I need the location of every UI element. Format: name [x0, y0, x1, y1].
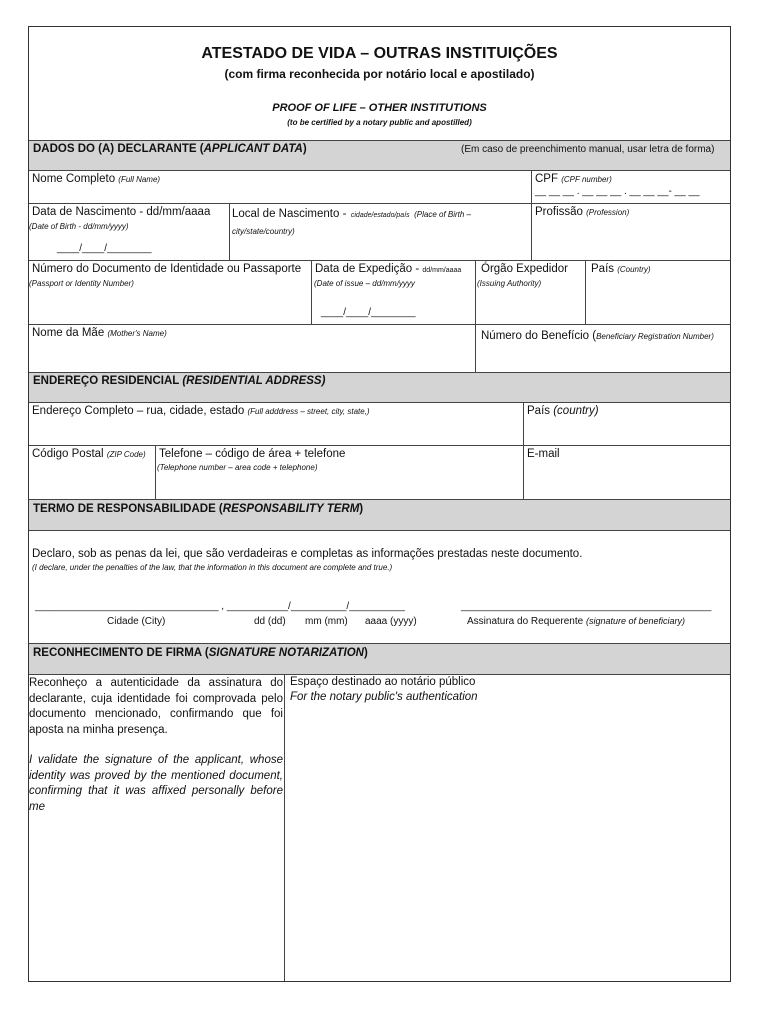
- place-date-line[interactable]: _________________________________ , ___________/__________/__________: [35, 601, 405, 612]
- full-address-field[interactable]: Endereço Completo – rua, cidade, estado (Full adddress – street, city, state,): [32, 405, 370, 417]
- yyyy-caption: aaaa (yyyy): [365, 616, 417, 627]
- birth-place-field[interactable]: Local de Nascimento - cidade/estado/país (Place of Birth – city/state/country): [232, 208, 472, 236]
- signature-line[interactable]: _____________________________________________: [461, 601, 712, 612]
- declaration-text-en: (I declare, under the penalties of the law, that the information in this document are complete and true.): [32, 563, 393, 572]
- notary-authentication-space[interactable]: Espaço destinado ao notário público For the notary public's authentication: [290, 676, 478, 703]
- phone-field[interactable]: Telefone – código de área + telefone (Telephone number – area code + telephone): [157, 448, 346, 472]
- term-section-title: TERMO DE RESPONSABILIDADE (RESPONSABILITY TERM): [33, 503, 364, 515]
- mm-caption: mm (mm): [305, 616, 348, 627]
- id-country-field[interactable]: País (Country): [591, 263, 651, 275]
- benefit-number-field[interactable]: Número do Benefício (Beneficiary Registration Number): [481, 330, 714, 342]
- form-title-en: PROOF OF LIFE – OTHER INSTITUTIONS: [272, 102, 487, 114]
- profession-field[interactable]: Profissão (Profession): [535, 206, 630, 218]
- applicant-section-title: DADOS DO (A) DECLARANTE (APPLICANT DATA): [33, 143, 307, 155]
- issue-date-field[interactable]: Data de Expedição - dd/mm/aaaa (Date of issue – dd/mm/yyyy ____/____/________: [314, 263, 462, 318]
- city-caption: Cidade (City): [107, 616, 166, 627]
- notary-section-title: RECONHECIMENTO DE FIRMA (SIGNATURE NOTARIZATION): [33, 647, 368, 659]
- email-field[interactable]: E-mail: [527, 448, 560, 460]
- birth-date-field[interactable]: Data de Nascimento - dd/mm/aaaa (Date of Birth - dd/mm/yyyy) ____/____/________: [29, 206, 211, 254]
- address-country-field[interactable]: País (country): [527, 405, 599, 417]
- issuing-authority-field[interactable]: Órgão Expedidor (Issuing Authority): [477, 263, 568, 288]
- form-subtitle-en: (to be certified by a notary public and apostilled): [287, 118, 472, 127]
- full-name-field[interactable]: Nome Completo (Full Name): [32, 173, 161, 185]
- notary-statement-en: I validate the signature of the applicant, whose identity was proved by the mentioned document, confirming that it was affixed personally before me: [29, 754, 283, 813]
- form-title: ATESTADO DE VIDA – OUTRAS INSTITUIÇÕES: [201, 45, 558, 62]
- signature-caption: Assinatura do Requerente (signature of beneficiary): [467, 616, 686, 627]
- zip-code-field[interactable]: Código Postal (ZIP Code): [32, 448, 146, 460]
- address-section-title: ENDEREÇO RESIDENCIAL (RESIDENTIAL ADDRESS): [33, 375, 326, 387]
- declaration-text: Declaro, sob as penas da lei, que são verdadeiras e completas as informações prestadas neste documento.: [32, 548, 583, 560]
- id-number-field[interactable]: Número do Documento de Identidade ou Passaporte (Passport or Identity Number): [29, 263, 302, 288]
- form-subtitle: (com firma reconhecida por notário local e apostilado): [224, 67, 535, 81]
- block-letters-note: (Em caso de preenchimento manual, usar letra de forma): [461, 144, 715, 155]
- notary-statement-pt: Reconheço a autenticidade da assinatura do declarante, cuja identidade foi comprovada pelo documento mencionado, confirmando que foi aposta na minha presença.: [29, 677, 283, 736]
- mother-name-field[interactable]: Nome da Mãe (Mother's Name): [32, 327, 167, 339]
- cpf-field[interactable]: CPF (CPF number) __ __ __ . __ __ __ . __ __ __- __ __: [535, 173, 700, 197]
- proof-of-life-form: [28, 26, 731, 982]
- cpf-mask: __ __ __ . __ __ __ . __ __ __- __ __: [535, 186, 700, 197]
- dd-caption: dd (dd): [254, 616, 286, 627]
